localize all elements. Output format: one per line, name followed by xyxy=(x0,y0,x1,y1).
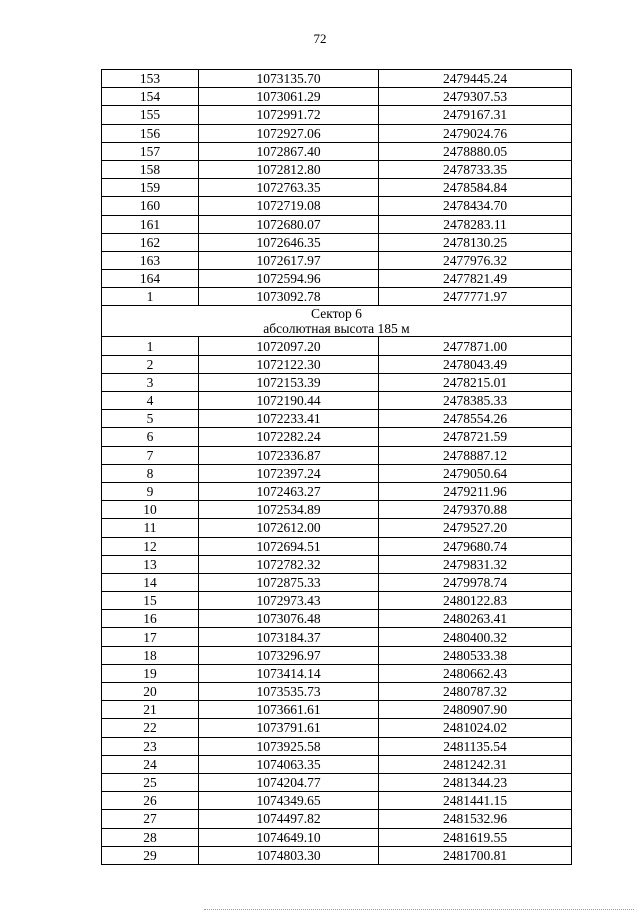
x-coordinate-cell: 1073184.37 xyxy=(199,628,379,646)
table-row xyxy=(102,337,572,355)
point-number-cell: 17 xyxy=(102,628,199,646)
table-row xyxy=(102,646,572,664)
x-coordinate-cell: 1073791.61 xyxy=(199,719,379,737)
y-coordinate-cell: 2477821.49 xyxy=(379,270,572,288)
y-coordinate-cell: 2479680.74 xyxy=(379,537,572,555)
point-number-cell: 20 xyxy=(102,683,199,701)
x-coordinate-cell: 1072719.08 xyxy=(199,197,379,215)
x-coordinate-cell: 1072397.24 xyxy=(199,464,379,482)
y-coordinate-cell: 2480122.83 xyxy=(379,592,572,610)
x-coordinate-cell: 1072867.40 xyxy=(199,142,379,160)
point-number-cell: 10 xyxy=(102,501,199,519)
table-row xyxy=(102,773,572,791)
table-row xyxy=(102,270,572,288)
point-number-cell: 159 xyxy=(102,179,199,197)
point-number-cell: 1 xyxy=(102,288,199,306)
point-number-cell: 11 xyxy=(102,519,199,537)
y-coordinate-cell: 2479445.24 xyxy=(379,70,572,88)
y-coordinate-cell: 2481441.15 xyxy=(379,792,572,810)
table-row xyxy=(102,810,572,828)
table-row xyxy=(102,410,572,428)
point-number-cell: 27 xyxy=(102,810,199,828)
y-coordinate-cell: 2477771.97 xyxy=(379,288,572,306)
table-row xyxy=(102,628,572,646)
x-coordinate-cell: 1072973.43 xyxy=(199,592,379,610)
section-header-cell xyxy=(102,306,572,337)
y-coordinate-cell: 2478554.26 xyxy=(379,410,572,428)
table-row xyxy=(102,373,572,391)
x-coordinate-cell: 1072282.24 xyxy=(199,428,379,446)
x-coordinate-cell: 1074349.65 xyxy=(199,792,379,810)
x-coordinate-cell: 1073296.97 xyxy=(199,646,379,664)
point-number-cell: 160 xyxy=(102,197,199,215)
point-number-cell: 22 xyxy=(102,719,199,737)
y-coordinate-cell: 2481700.81 xyxy=(379,846,572,864)
x-coordinate-cell: 1073135.70 xyxy=(199,70,379,88)
x-coordinate-cell: 1073414.14 xyxy=(199,664,379,682)
table-row xyxy=(102,392,572,410)
point-number-cell: 1 xyxy=(102,337,199,355)
table-row xyxy=(102,755,572,773)
y-coordinate-cell: 2479831.32 xyxy=(379,555,572,573)
table-row xyxy=(102,719,572,737)
x-coordinate-cell: 1074803.30 xyxy=(199,846,379,864)
y-coordinate-cell: 2481024.02 xyxy=(379,719,572,737)
point-number-cell: 161 xyxy=(102,215,199,233)
table-row xyxy=(102,482,572,500)
y-coordinate-cell: 2479527.20 xyxy=(379,519,572,537)
table-row xyxy=(102,537,572,555)
x-coordinate-cell: 1073535.73 xyxy=(199,683,379,701)
point-number-cell: 157 xyxy=(102,142,199,160)
point-number-cell: 162 xyxy=(102,233,199,251)
point-number-cell: 23 xyxy=(102,737,199,755)
table-row xyxy=(102,124,572,142)
y-coordinate-cell: 2481619.55 xyxy=(379,828,572,846)
y-coordinate-cell: 2478385.33 xyxy=(379,392,572,410)
x-coordinate-cell: 1072875.33 xyxy=(199,573,379,591)
table-row xyxy=(102,233,572,251)
y-coordinate-cell: 2479211.96 xyxy=(379,482,572,500)
point-number-cell: 158 xyxy=(102,160,199,178)
coordinates-table xyxy=(101,69,572,865)
y-coordinate-cell: 2478880.05 xyxy=(379,142,572,160)
y-coordinate-cell: 2480662.43 xyxy=(379,664,572,682)
point-number-cell: 164 xyxy=(102,270,199,288)
y-coordinate-cell: 2480533.38 xyxy=(379,646,572,664)
y-coordinate-cell: 2481242.31 xyxy=(379,755,572,773)
x-coordinate-cell: 1073092.78 xyxy=(199,288,379,306)
y-coordinate-cell: 2478043.49 xyxy=(379,355,572,373)
table-row xyxy=(102,846,572,864)
x-coordinate-cell: 1074063.35 xyxy=(199,755,379,773)
x-coordinate-cell: 1072612.00 xyxy=(199,519,379,537)
point-number-cell: 156 xyxy=(102,124,199,142)
point-number-cell: 6 xyxy=(102,428,199,446)
point-number-cell: 15 xyxy=(102,592,199,610)
y-coordinate-cell: 2479307.53 xyxy=(379,88,572,106)
y-coordinate-cell: 2480400.32 xyxy=(379,628,572,646)
y-coordinate-cell: 2478733.35 xyxy=(379,160,572,178)
point-number-cell: 163 xyxy=(102,251,199,269)
table-row xyxy=(102,792,572,810)
table-row xyxy=(102,464,572,482)
table-row xyxy=(102,215,572,233)
table-row xyxy=(102,573,572,591)
x-coordinate-cell: 1072617.97 xyxy=(199,251,379,269)
x-coordinate-cell: 1072233.41 xyxy=(199,410,379,428)
x-coordinate-cell: 1072534.89 xyxy=(199,501,379,519)
y-coordinate-cell: 2477976.32 xyxy=(379,251,572,269)
section-header-row xyxy=(102,306,572,337)
x-coordinate-cell: 1072991.72 xyxy=(199,106,379,124)
x-coordinate-cell: 1073925.58 xyxy=(199,737,379,755)
table-row xyxy=(102,592,572,610)
table-row xyxy=(102,142,572,160)
point-number-cell: 14 xyxy=(102,573,199,591)
table-row xyxy=(102,828,572,846)
y-coordinate-cell: 2479370.88 xyxy=(379,501,572,519)
point-number-cell: 8 xyxy=(102,464,199,482)
y-coordinate-cell: 2479050.64 xyxy=(379,464,572,482)
point-number-cell: 19 xyxy=(102,664,199,682)
y-coordinate-cell: 2478215.01 xyxy=(379,373,572,391)
y-coordinate-cell: 2478434.70 xyxy=(379,197,572,215)
y-coordinate-cell: 2477871.00 xyxy=(379,337,572,355)
point-number-cell: 5 xyxy=(102,410,199,428)
x-coordinate-cell: 1072190.44 xyxy=(199,392,379,410)
x-coordinate-cell: 1072594.96 xyxy=(199,270,379,288)
y-coordinate-cell: 2479978.74 xyxy=(379,573,572,591)
point-number-cell: 12 xyxy=(102,537,199,555)
point-number-cell: 153 xyxy=(102,70,199,88)
table-row xyxy=(102,555,572,573)
table-row xyxy=(102,683,572,701)
point-number-cell: 24 xyxy=(102,755,199,773)
y-coordinate-cell: 2480907.90 xyxy=(379,701,572,719)
y-coordinate-cell: 2478887.12 xyxy=(379,446,572,464)
x-coordinate-cell: 1072097.20 xyxy=(199,337,379,355)
table-row xyxy=(102,519,572,537)
table-row xyxy=(102,288,572,306)
page-number: 72 xyxy=(313,31,327,46)
y-coordinate-cell: 2479167.31 xyxy=(379,106,572,124)
point-number-cell: 154 xyxy=(102,88,199,106)
x-coordinate-cell: 1072122.30 xyxy=(199,355,379,373)
point-number-cell: 4 xyxy=(102,392,199,410)
x-coordinate-cell: 1072336.87 xyxy=(199,446,379,464)
y-coordinate-cell: 2478130.25 xyxy=(379,233,572,251)
point-number-cell: 16 xyxy=(102,610,199,628)
x-coordinate-cell: 1072680.07 xyxy=(199,215,379,233)
point-number-cell: 3 xyxy=(102,373,199,391)
y-coordinate-cell: 2481344.23 xyxy=(379,773,572,791)
x-coordinate-cell: 1074204.77 xyxy=(199,773,379,791)
point-number-cell: 28 xyxy=(102,828,199,846)
scan-border-mark xyxy=(204,909,634,910)
y-coordinate-cell: 2478721.59 xyxy=(379,428,572,446)
table-row xyxy=(102,179,572,197)
y-coordinate-cell: 2480787.32 xyxy=(379,683,572,701)
table-row xyxy=(102,501,572,519)
x-coordinate-cell: 1072782.32 xyxy=(199,555,379,573)
y-coordinate-cell: 2478584.84 xyxy=(379,179,572,197)
x-coordinate-cell: 1072694.51 xyxy=(199,537,379,555)
table-row xyxy=(102,737,572,755)
point-number-cell: 26 xyxy=(102,792,199,810)
x-coordinate-cell: 1074649.10 xyxy=(199,828,379,846)
section-title: Сектор 6 xyxy=(311,306,362,322)
table-row xyxy=(102,610,572,628)
section-header-body xyxy=(102,306,572,337)
point-number-cell: 13 xyxy=(102,555,199,573)
table-row xyxy=(102,428,572,446)
table-row xyxy=(102,701,572,719)
table-body-before xyxy=(102,70,572,306)
table-row xyxy=(102,664,572,682)
point-number-cell: 29 xyxy=(102,846,199,864)
table-body-after xyxy=(102,337,572,864)
table-row xyxy=(102,88,572,106)
table-row xyxy=(102,355,572,373)
point-number-cell: 9 xyxy=(102,482,199,500)
x-coordinate-cell: 1073661.61 xyxy=(199,701,379,719)
point-number-cell: 21 xyxy=(102,701,199,719)
point-number-cell: 2 xyxy=(102,355,199,373)
table-row xyxy=(102,251,572,269)
x-coordinate-cell: 1072763.35 xyxy=(199,179,379,197)
x-coordinate-cell: 1073076.48 xyxy=(199,610,379,628)
point-number-cell: 7 xyxy=(102,446,199,464)
x-coordinate-cell: 1072646.35 xyxy=(199,233,379,251)
x-coordinate-cell: 1072153.39 xyxy=(199,373,379,391)
table-row xyxy=(102,197,572,215)
x-coordinate-cell: 1072463.27 xyxy=(199,482,379,500)
y-coordinate-cell: 2481135.54 xyxy=(379,737,572,755)
point-number-cell: 155 xyxy=(102,106,199,124)
y-coordinate-cell: 2481532.96 xyxy=(379,810,572,828)
y-coordinate-cell: 2480263.41 xyxy=(379,610,572,628)
y-coordinate-cell: 2479024.76 xyxy=(379,124,572,142)
x-coordinate-cell: 1072927.06 xyxy=(199,124,379,142)
y-coordinate-cell: 2478283.11 xyxy=(379,215,572,233)
point-number-cell: 18 xyxy=(102,646,199,664)
x-coordinate-cell: 1073061.29 xyxy=(199,88,379,106)
section-subtitle: абсолютная высота 185 м xyxy=(263,321,410,337)
table-row xyxy=(102,70,572,88)
x-coordinate-cell: 1074497.82 xyxy=(199,810,379,828)
table-row xyxy=(102,446,572,464)
point-number-cell: 25 xyxy=(102,773,199,791)
table-row xyxy=(102,160,572,178)
x-coordinate-cell: 1072812.80 xyxy=(199,160,379,178)
table-row xyxy=(102,106,572,124)
